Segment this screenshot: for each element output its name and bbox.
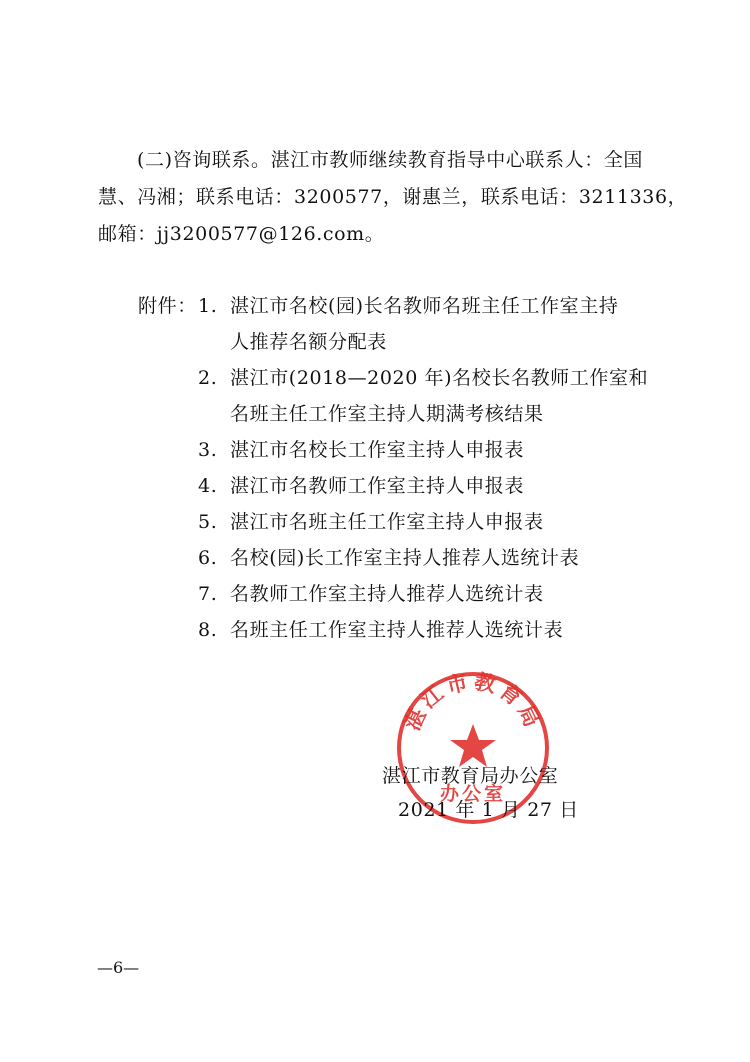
attachment-number: 6. <box>198 547 218 569</box>
attachment-title: 名教师工作室主持人推荐人选统计表 <box>230 583 544 605</box>
contact-line-1: (二)咨询联系。湛江市教师继续教育指导中心联系人：全国 <box>137 149 644 171</box>
attachments-label: 附件： <box>138 295 197 317</box>
attachment-number: 3. <box>198 439 218 461</box>
attachment-title: 湛江市(2018—2020 年)名校长名教师工作室和 <box>230 367 649 389</box>
attachment-item-5 <box>198 509 544 535</box>
attachment-item-8 <box>198 617 563 643</box>
seal-text-top: 湛江市教育局 <box>400 669 546 735</box>
attachment-number: 1. <box>198 295 218 317</box>
contact-line-2: 慧、冯湘；联系电话：3200577，谢惠兰，联系电话：3211336， <box>98 186 688 208</box>
attachment-item-4 <box>198 473 524 499</box>
attachment-title: 名班主任工作室主持人推荐人选统计表 <box>230 619 564 641</box>
signature-organization: 湛江市教育局办公室 <box>382 765 559 787</box>
signature-date: 2021 年 1 月 27 日 <box>398 799 579 821</box>
attachment-number: 7. <box>198 583 218 605</box>
attachment-item-3 <box>198 437 524 463</box>
attachment-item-1-continued: 人推荐名额分配表 <box>230 331 387 353</box>
attachment-title: 湛江市名校(园)长名教师名班主任工作室主持 <box>230 295 619 317</box>
page-number: —6— <box>97 958 140 977</box>
attachment-item-2 <box>198 365 648 391</box>
attachment-item-2-continued: 名班主任工作室主持人期满考核结果 <box>230 403 544 425</box>
attachment-title: 名校(园)长工作室主持人推荐人选统计表 <box>230 547 580 569</box>
attachment-item-6 <box>198 545 579 571</box>
attachment-title: 湛江市名班主任工作室主持人申报表 <box>230 511 544 533</box>
attachment-number: 2. <box>198 367 218 389</box>
attachment-number: 5. <box>198 511 218 533</box>
attachment-number: 4. <box>198 475 218 497</box>
seal-text-bottom: 办公室 <box>439 783 507 805</box>
attachment-item-1 <box>198 293 618 319</box>
attachment-item-7 <box>198 581 544 607</box>
contact-line-3: 邮箱：jj3200577@126.com。 <box>98 223 385 245</box>
seal-star-icon <box>450 724 496 767</box>
attachment-title: 湛江市名校长工作室主持人申报表 <box>230 439 525 461</box>
attachment-title: 湛江市名教师工作室主持人申报表 <box>230 475 525 497</box>
attachment-number: 8. <box>198 619 218 641</box>
